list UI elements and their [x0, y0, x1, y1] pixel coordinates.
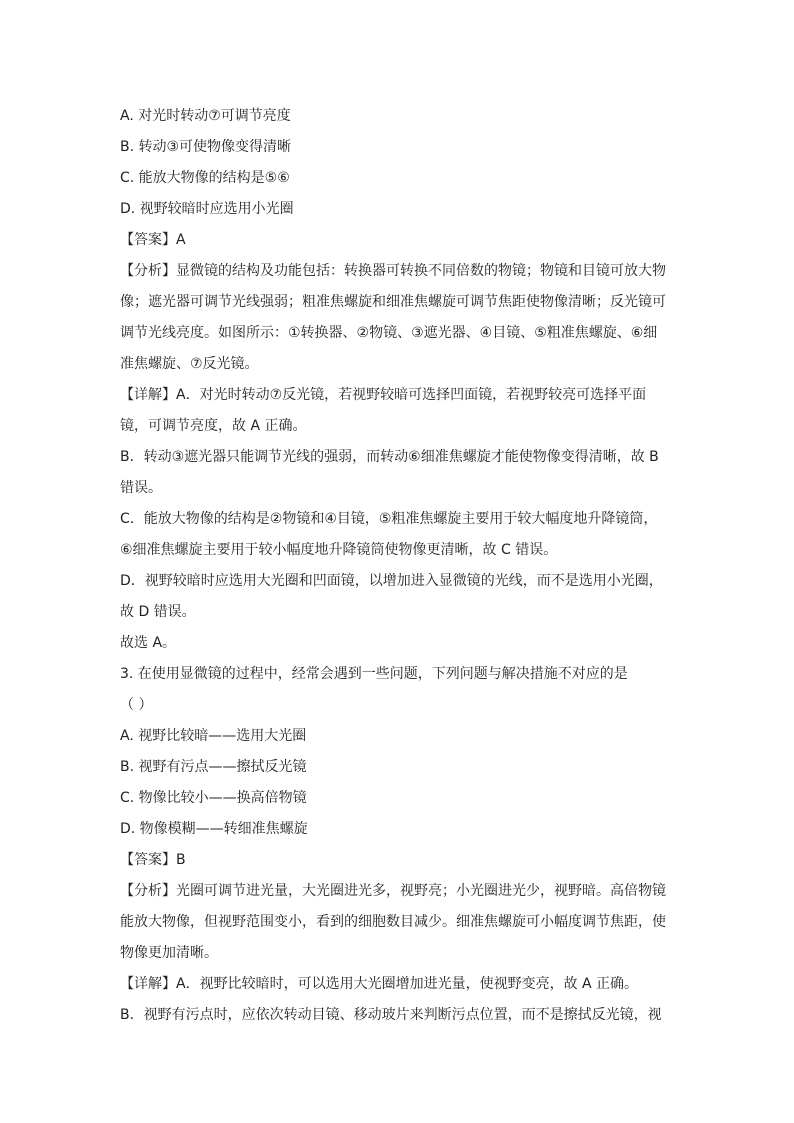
q3-analysis-line: 物像更加清晰。 — [120, 945, 218, 961]
q2-option-d: D. 视野较暗时应选用小光圈 — [120, 201, 294, 217]
q2-detail-line: 错误。 — [120, 480, 162, 496]
q3-stem-line: 3. 在使用显微镜的过程中，经常会遇到一些问题，下列问题与解决措施不对应的是 — [120, 666, 628, 682]
q2-option-a: A. 对光时转动⑦可调节亮度 — [120, 108, 291, 124]
q2-option-b: B. 转动③可使物像变得清晰 — [120, 139, 292, 155]
q2-detail-line: 故 D 错误。 — [120, 604, 196, 620]
q3-option-c: C. 物像比较小——换高倍物镜 — [120, 790, 307, 806]
q2-analysis-line: 【分析】显微镜的结构及功能包括：转换器可转换不同倍数的物镜；物镜和目镜可放大物 — [120, 263, 666, 279]
q2-analysis-line: 调节光线亮度。如图所示：①转换器、②物镜、③遮光器、④目镜、⑤粗准焦螺旋、⑥细 — [120, 325, 658, 341]
q2-conclusion: 故选 A。 — [120, 635, 177, 651]
q2-detail-line: 【详解】A．对光时转动⑦反光镜，若视野较暗可选择凹面镜，若视野较亮可选择平面 — [120, 387, 647, 403]
q3-analysis-line: 能放大物像，但视野范围变小，看到的细胞数目减少。细准焦螺旋可小幅度调节焦距，使 — [120, 914, 666, 930]
q3-analysis-line: 【分析】光圈可调节进光量，大光圈进光多，视野亮；小光圈进光少，视野暗。高倍物镜 — [120, 883, 666, 899]
q3-option-a: A. 视野比较暗——选用大光圈 — [120, 728, 307, 744]
q3-answer: 【答案】B — [120, 852, 186, 868]
q2-analysis-line: 准焦螺旋、⑦反光镜。 — [120, 356, 259, 372]
q2-answer: 【答案】A — [120, 232, 186, 248]
q2-option-c: C. 能放大物像的结构是⑤⑥ — [120, 170, 290, 186]
q3-detail-line: 【详解】A．视野比较暗时，可以选用大光圈增加进光量，使视野变亮，故 A 正确。 — [120, 976, 639, 992]
q2-detail-line: 镜，可调节亮度，故 A 正确。 — [120, 418, 307, 434]
q2-detail-line: D．视野较暗时应选用大光圈和凹面镜，以增加进入显微镜的光线，而不是选用小光圈， — [120, 573, 663, 589]
q3-option-b: B. 视野有污点——擦拭反光镜 — [120, 759, 307, 775]
document-content — [120, 101, 680, 1031]
q3-option-d: D. 物像模糊——转细准焦螺旋 — [120, 821, 308, 837]
q3-stem-line: （ ） — [120, 697, 153, 713]
q2-analysis-line: 像；遮光器可调节光线强弱；粗准焦螺旋和细准焦螺旋可调节焦距使物像清晰；反光镜可 — [120, 294, 666, 310]
q2-detail-line: C．能放大物像的结构是②物镜和④目镜，⑤粗准焦螺旋主要用于较大幅度地升降镜筒， — [120, 511, 658, 527]
q2-detail-line: B．转动③遮光器只能调节光线的强弱，而转动⑥细准焦螺旋才能使物像变得清晰，故 B — [120, 449, 659, 465]
q2-detail-line: ⑥细准焦螺旋主要用于较小幅度地升降镜筒使物像更清晰，故 C 错误。 — [120, 542, 558, 558]
q3-detail-line: B．视野有污点时，应依次转动目镜、移动玻片来判断污点位置，而不是擦拭反光镜，视 — [120, 1007, 662, 1023]
